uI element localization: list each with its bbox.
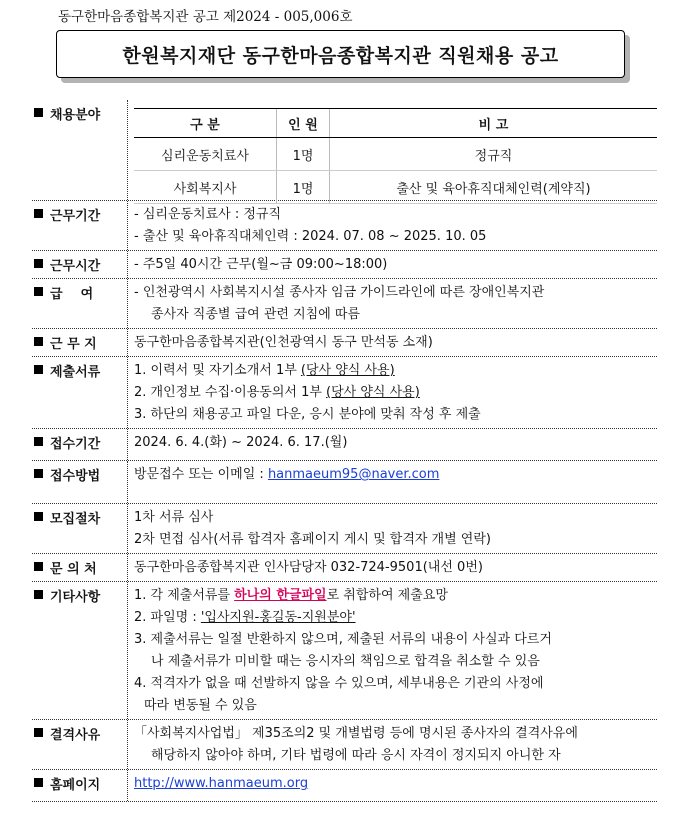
page-title: 한원복지재단 동구한마음종합복지관 직원채용 공고 xyxy=(56,30,625,78)
text-line: - 인천광역시 사회복지시설 종사자 임금 가이드라인에 따른 장애인복지관 xyxy=(134,285,545,300)
row-label: 결격사유 xyxy=(32,720,127,769)
row-label: 문 의 처 xyxy=(32,554,127,581)
bullet-square-icon xyxy=(34,728,43,737)
bullet-square-icon xyxy=(34,469,43,478)
text-line: 2차 면접 심사(서류 합격자 홈페이지 게시 및 합격자 개별 연락) xyxy=(134,532,491,547)
table-row xyxy=(134,171,657,204)
bullet-square-icon xyxy=(34,590,43,599)
bullet-square-icon xyxy=(34,437,43,446)
row-label: 채용분야 xyxy=(32,100,127,200)
recruit-table xyxy=(134,108,657,204)
text-line: 1. 이력서 및 자기소개서 1부 (당사 양식 사용) xyxy=(134,363,395,378)
text-line: 종사자 직종별 급여 관련 지침에 따름 xyxy=(151,307,361,322)
row-label: 기타사항 xyxy=(32,582,127,719)
bullet-square-icon xyxy=(34,259,43,268)
homepage-link[interactable]: http://www.hanmaeum.org xyxy=(134,776,309,791)
table-header-cell: 비 고 xyxy=(330,109,658,138)
row-value xyxy=(127,329,657,356)
table-header-row xyxy=(134,109,657,138)
table-header-cell: 구 분 xyxy=(134,109,277,138)
row-hours xyxy=(32,251,657,279)
row-value xyxy=(127,461,657,503)
row-value xyxy=(127,279,657,328)
row-documents xyxy=(32,357,657,429)
text-line: 따라 변동될 수 있음 xyxy=(144,698,257,713)
row-value xyxy=(127,720,657,769)
row-etc xyxy=(32,582,657,720)
row-homepage xyxy=(32,770,657,802)
text-line: 3. 하단의 채용공고 파일 다운, 응시 분야에 맞춰 작성 후 제출 xyxy=(134,407,481,422)
row-label: 홈페이지 xyxy=(32,770,127,801)
row-label: 근무시간 xyxy=(32,251,127,278)
text-line: 동구한마음종합복지관(인천광역시 동구 만석동 소재) xyxy=(134,335,433,350)
row-value xyxy=(127,201,657,250)
row-label: 근무기간 xyxy=(32,201,127,250)
row-value xyxy=(127,100,657,200)
text-line: - 심리운동치료사 : 정규직 xyxy=(134,207,282,222)
row-disqualify xyxy=(32,720,657,770)
email-link[interactable]: hanmaeum95@naver.com xyxy=(267,467,440,482)
table-cell: 심리운동치료사 xyxy=(134,138,277,171)
bullet-square-icon xyxy=(34,287,43,296)
bullet-square-icon xyxy=(34,512,43,521)
table-row xyxy=(134,138,657,171)
table-cell: 사회복지사 xyxy=(134,171,277,204)
row-label: 제출서류 xyxy=(32,357,127,428)
notice-number: 동구한마음종합복지관 공고 제2024 - 005,006호 xyxy=(58,9,353,25)
bullet-square-icon xyxy=(34,337,43,346)
bullet-square-icon xyxy=(34,108,43,117)
bullet-square-icon xyxy=(34,365,43,374)
row-label: 급 여 xyxy=(32,279,127,328)
row-apply-method xyxy=(32,461,657,504)
row-procedure xyxy=(32,504,657,554)
row-value xyxy=(127,429,657,460)
row-value xyxy=(127,554,657,581)
text-line: 2024. 6. 4.(화) ~ 2024. 6. 17.(월) xyxy=(134,435,348,450)
text-line: 2. 개인정보 수집·이용동의서 1부 (당사 양식 사용) xyxy=(134,385,420,400)
text-line: 4. 적격자가 없을 때 선발하지 않을 수 있으며, 세부내용은 기관의 사정에 xyxy=(134,676,544,691)
row-label: 모집절차 xyxy=(32,504,127,553)
row-recruit xyxy=(32,100,657,201)
bullet-square-icon xyxy=(34,562,43,571)
row-value xyxy=(127,504,657,553)
row-value xyxy=(127,770,657,801)
text-line: 「사회복지사업법」 제35조의2 및 개별법령 등에 명시된 종사자의 결격사유에 xyxy=(134,726,578,741)
row-salary xyxy=(32,279,657,329)
row-label: 접수방법 xyxy=(32,461,127,503)
bullet-square-icon xyxy=(34,778,43,787)
text-line: 동구한마음종합복지관 인사담당자 032-724-9501(내선 0번) xyxy=(134,560,483,575)
row-value xyxy=(127,357,657,428)
table-cell: 출산 및 육아휴직대체인력(계약직) xyxy=(330,171,658,204)
text-line: - 주5일 40시간 근무(월~금 09:00~18:00) xyxy=(134,257,388,272)
row-value xyxy=(127,251,657,278)
row-label: 접수기간 xyxy=(32,429,127,460)
text-line xyxy=(134,773,657,795)
table-cell: 정규직 xyxy=(330,138,658,171)
row-apply-period xyxy=(32,429,657,461)
table-header-cell: 인 원 xyxy=(277,109,330,138)
text-line: 나 제출서류가 미비할 때는 응시자의 책임으로 합격을 취소할 수 있음 xyxy=(151,654,540,669)
row-contact xyxy=(32,554,657,582)
row-label: 근 무 지 xyxy=(32,329,127,356)
row-value xyxy=(127,582,657,719)
row-location xyxy=(32,329,657,357)
row-period xyxy=(32,201,657,251)
text-line: 3. 제출서류는 일절 반환하지 않으며, 제출된 서류의 내용이 사실과 다르거 xyxy=(134,632,552,647)
table-cell: 1명 xyxy=(277,171,330,204)
table-cell: 1명 xyxy=(277,138,330,171)
text-line: 방문접수 또는 이메일 : hanmaeum95@naver.com xyxy=(134,467,440,482)
bullet-square-icon xyxy=(34,209,43,218)
text-line: 1. 각 제출서류를 하나의 한글파일로 취합하여 제출요망 xyxy=(134,588,448,603)
text-line: 1차 서류 심사 xyxy=(134,510,214,525)
notice-content xyxy=(32,100,657,802)
text-line: 해당하지 않아야 하며, 기타 법령에 따라 응시 자격이 정지되지 아니한 자 xyxy=(151,748,561,763)
text-line: 2. 파일명 : '입사지원-홍길동-지원분야' xyxy=(134,610,356,625)
text-line: - 출산 및 육아휴직대체인력 : 2024. 07. 08 ~ 2025. 10. 05 xyxy=(134,229,487,244)
